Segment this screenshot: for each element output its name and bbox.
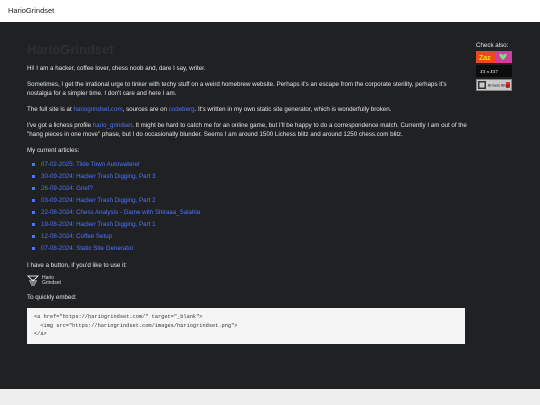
lichess-text-post: . It might be hard to catch me for an online game, but I'll be happy to do a correspondence match. Currently I am out of the "hang pieces in one move" phase, but I do occasionally blunder. Seems I am around 1500 Lichess blitz and around 1250 chess.com blitz. <box>27 122 467 138</box>
article-link[interactable]: 19-08-2024: Hacker Trash Digging, Part 1 <box>41 221 156 228</box>
page-footer-area <box>0 389 540 405</box>
badge-browser-text: Browse Bingo <box>488 83 511 88</box>
site-text-mid: , sources are on <box>122 106 169 113</box>
zaz-badge-image <box>476 51 512 63</box>
coffee-grinder-icon <box>27 275 39 287</box>
main-area <box>0 22 540 389</box>
badge-browser[interactable] <box>476 79 512 91</box>
articles-list <box>27 159 467 255</box>
brand-link[interactable]: HarioGrindset <box>8 6 55 15</box>
article-item <box>41 231 467 243</box>
sidebar <box>476 42 521 93</box>
about-paragraph: Sometimes, I get the irrational urge to tinker with techy stuff on a weird homebrew website. Perhaps it's an escape from the corporate sterility, perhaps it's nostalgia for a simpler time. I don't care and here I am. <box>27 81 447 97</box>
button-label-line-1: Hario <box>42 274 54 281</box>
top-navbar <box>0 0 540 23</box>
lichess-paragraph <box>27 121 467 139</box>
lichess-link[interactable]: hario_grindset <box>92 122 133 129</box>
browser-badge-image <box>476 79 512 91</box>
article-item <box>41 171 467 183</box>
button-text: I have a button, if you'd like to use it: <box>27 262 127 269</box>
hariogrindset-button[interactable] <box>27 274 67 287</box>
article-link[interactable]: 07-02-2025: Tilde Town Autowaterer <box>41 161 140 168</box>
intro-paragraph: Hi! I am a hacker, coffee lover, chess noob and, dare I say, writer. <box>27 65 206 72</box>
check-also-label: Check also: <box>476 42 509 49</box>
dark-badge-image <box>476 65 512 77</box>
badge-dark-text: XX n XX7 <box>480 69 498 74</box>
article-item <box>41 183 467 195</box>
article-link[interactable]: 26-09-2024: Grief? <box>41 185 93 192</box>
embed-code-block: <a href="https://hariogrindset.com/" target="_blank"> <img src="https://hariogrindset.com/images/hariogrindset.png"> </a> <box>27 308 465 344</box>
article-item <box>41 219 467 231</box>
article-item <box>41 195 467 207</box>
article-link[interactable]: 12-08-2024: Coffee Setup <box>41 233 113 240</box>
site-paragraph <box>27 105 467 114</box>
badge-dark[interactable] <box>476 65 512 77</box>
article-link[interactable]: 22-08-2024: Chess Analysis - Game with Shiraaa_Salahia <box>41 209 201 216</box>
articles-heading: My current articles: <box>27 147 80 154</box>
article-link[interactable]: 03-09-2024: Hacker Trash Digging, Part 2 <box>41 197 156 204</box>
site-text-post: . It's written in my own static site generator, which is wonderfully broken. <box>194 106 392 113</box>
button-label-line-2: Grindset <box>42 279 61 286</box>
page-title: HarioGrindset <box>27 42 114 57</box>
article-item <box>41 207 467 219</box>
site-link[interactable]: hariogrindset.com <box>73 106 123 113</box>
content <box>27 42 467 344</box>
embed-label: To quickly embed: <box>27 294 77 301</box>
article-item <box>41 159 467 171</box>
lichess-text-pre: I've got a lichess profile <box>27 122 93 129</box>
site-text-pre: The full site is at <box>27 106 74 113</box>
codeberg-link[interactable]: codeberg <box>168 106 195 113</box>
button-label <box>42 276 61 286</box>
article-link[interactable]: 30-09-2024: Hacker Trash Digging, Part 3 <box>41 173 156 180</box>
badge-zaz-text: Zaz <box>479 55 491 62</box>
badge-zaz[interactable] <box>476 51 512 63</box>
article-item <box>41 243 467 255</box>
article-link[interactable]: 07-08-2024: Static Site Generator <box>41 245 134 252</box>
